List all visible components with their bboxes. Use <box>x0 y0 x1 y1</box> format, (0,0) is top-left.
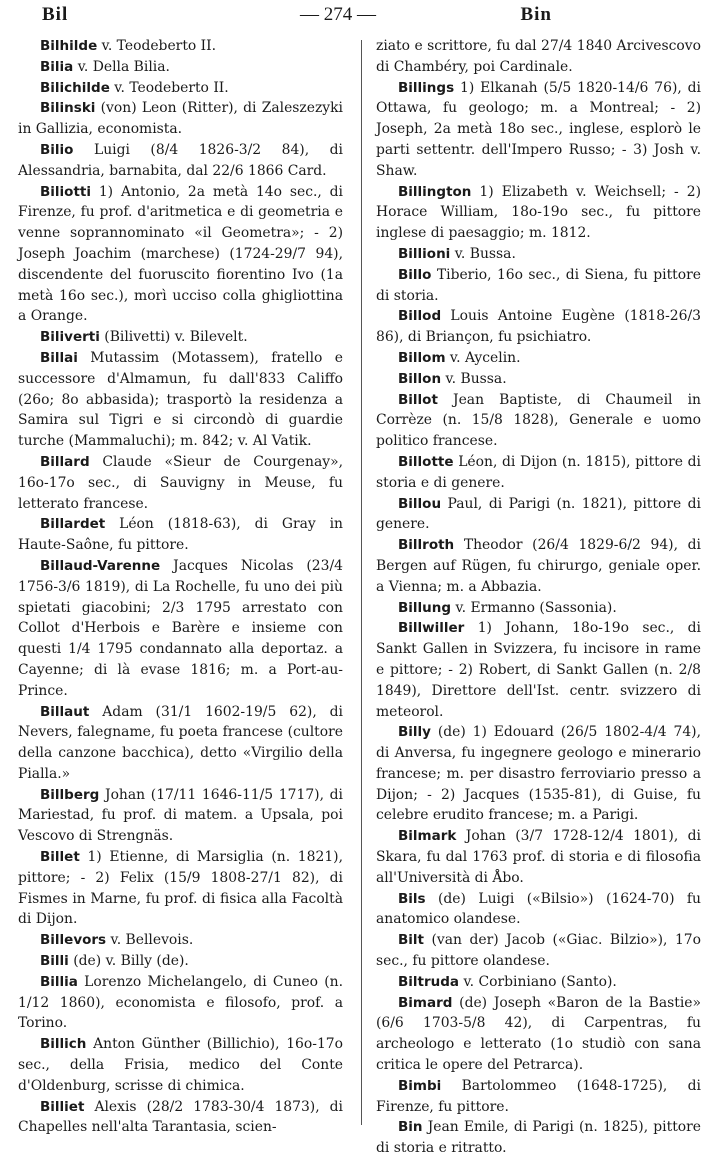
entry-headword: Billet <box>40 849 80 866</box>
entry-headword: Billon <box>398 370 442 387</box>
page-number: — 274 — <box>300 4 376 25</box>
entry-headword: Billaut <box>40 703 90 720</box>
dictionary-entry <box>18 1097 343 1139</box>
entry-headword: Billai <box>40 349 78 366</box>
header-right-guideword: Bin <box>520 4 552 25</box>
column-divider <box>361 40 362 1125</box>
dictionary-entry <box>376 244 701 265</box>
entry-text: Léon (1818-63), di Gray in Haute-Saône, fu pittore. <box>18 516 343 554</box>
entry-text: v. Della Bilia. <box>73 58 170 75</box>
entry-headword: Bilichilde <box>40 79 110 96</box>
entry-text: (de) Luigi («Bilsio») (1624-70) fu anatomico olandese. <box>376 890 701 928</box>
dictionary-entry <box>18 452 343 514</box>
page-header <box>0 0 718 30</box>
entry-text: Anton Günther (Billichio), 16o-17o sec., della Frisia, medico del Conte d'Oldenburg, scrisse di chimica. <box>18 1036 343 1094</box>
entry-text: (de) 1) Edouard (26/5 1802-4/4 74), di Anversa, fu ingegnere geologo e minerario francese; m. per disastro ferroviario presso a Dijon; - 2) Jacques (1535-81), di Guise, fu celebre erudito francese; m. a Parigi. <box>376 724 701 824</box>
entry-headword: Billardet <box>40 516 106 533</box>
dictionary-entry <box>18 847 343 930</box>
dictionary-entry <box>18 36 343 57</box>
entry-text: Theodor (26/4 1829-6/2 94), di Bergen auf Rügen, fu chirurgo, geniale oper. a Vienna; m. a Abbazia. <box>376 537 701 595</box>
dictionary-entry <box>376 1076 701 1118</box>
entry-headword: Bilhilde <box>40 38 98 54</box>
entry-headword: Bils <box>398 890 426 907</box>
left-column <box>18 36 343 1138</box>
entry-text: v. Bussa. <box>441 370 507 387</box>
entry-text: Tiberio, 16o sec., di Siena, fu pittore di storia. <box>376 266 701 304</box>
entry-headword: Billou <box>398 495 442 512</box>
dictionary-entry <box>376 535 701 597</box>
entry-headword: Billung <box>398 599 452 616</box>
dictionary-entry <box>18 514 343 556</box>
entry-headword: Biliotti <box>40 183 91 200</box>
entry-text: v. Bellevois. <box>106 932 194 949</box>
entry-headword: Billioni <box>398 245 451 262</box>
entry-text: (von) Leon (Ritter), di Zaleszezyki in Gallizia, economista. <box>18 100 343 138</box>
entry-headword: Billod <box>398 308 442 325</box>
entry-text: (van der) Jacob («Giac. Bilzio»), 17o sec., fu pittore olandese. <box>376 932 701 970</box>
entry-headword: Billo <box>398 266 432 283</box>
dictionary-entry <box>18 556 343 702</box>
right-column <box>376 36 701 1159</box>
dictionary-entry <box>18 348 343 452</box>
dictionary-entry <box>376 306 701 348</box>
entry-text: Claude «Sieur de Courgenay», 16o-17o sec., di Sauvigny in Meuse, fu letterato francese. <box>18 453 343 512</box>
header-left-guideword: Bil <box>42 4 69 25</box>
entry-text: Jacques Nicolas (23/4 1756-3/6 1819), di La Rochelle, fu uno dei più spietati giacobini; 2/3 1795 arrestato con Collot d'Herbois e Barère e insieme con questi 1/4 1795 condannato alla deportaz. a Cayenne; di là evase 1816; m. a Port-au-Prince. <box>18 557 343 699</box>
dictionary-entry <box>376 452 701 494</box>
entry-text: Bartolommeo (1648-1725), di Firenze, fu pittore. <box>376 1077 701 1115</box>
dictionary-entry <box>376 722 701 826</box>
dictionary-entry <box>376 494 701 536</box>
dictionary-entry <box>376 993 701 1076</box>
entry-headword: Billi <box>40 953 69 970</box>
dictionary-entry <box>376 889 701 931</box>
dictionary-entry <box>18 972 343 1034</box>
entry-text: v. Teodeberto II. <box>97 38 217 54</box>
dictionary-entry <box>18 702 343 785</box>
entry-text: Mutassim (Motassem), fratello e successore d'Almamun, fu dall'833 Califfo (26o; 8o abbasida); trasportò la residenza a Samira sul Tigri e si circondò di guardie turche (Mammaluchi); m. 842; v. Al Vatik. <box>18 349 343 450</box>
entry-text: Léon, di Dijon (n. 1815), pittore di storia e di genere. <box>376 453 701 491</box>
entry-headword: Bilia <box>40 58 74 75</box>
dictionary-entry <box>18 930 343 951</box>
entry-text: Johan (17/11 1646-11/5 1717), di Mariestad, fu prof. di matem. a Upsala, poi Vescovo di Strengnäs. <box>18 786 343 845</box>
dictionary-entry <box>376 390 701 452</box>
entry-headword: Bilio <box>40 141 74 158</box>
dictionary-entry <box>18 182 343 328</box>
entry-text: (de) Joseph «Baron de la Bastie» (6/6 1703-5/8 42), di Carpentras, fu archeologo e letterato (1o studiò con sana critica le opere del Petrarca). <box>376 994 701 1074</box>
dictionary-entry <box>18 327 343 348</box>
dictionary-entry <box>376 348 701 369</box>
entry-text: (Bilivetti) v. Bilevelt. <box>99 329 248 346</box>
entry-text: Johan (3/7 1728-12/4 1801), di Skara, fu dal 1763 prof. di storia e di filosofia all'Università di Åbo. <box>376 828 701 886</box>
entry-headword: Billiet <box>40 1098 85 1115</box>
entry-text: 1) Johann, 18o-19o sec., di Sankt Gallen in Svizzera, fu incisore in rame e pittore; - 2) Robert, di Sankt Gallen (n. 2/8 1849), Direttore dell'Ist. centr. svizzero di meteorol. <box>376 620 701 720</box>
entry-text: Adam (31/1 1602-19/5 62), di Nevers, falegname, fu poeta francese (cultore della canzone bacchica), detto «Virgilio della Pialla.» <box>18 703 343 782</box>
entry-text: Jean Emile, di Parigi (n. 1825), pittore di storia e ritratto. <box>376 1119 701 1157</box>
dictionary-entry <box>18 78 343 99</box>
dictionary-entry <box>376 972 701 993</box>
entry-headword: Bimard <box>398 994 453 1011</box>
entry-headword: Billot <box>398 391 438 408</box>
dictionary-entry <box>18 57 343 78</box>
entry-headword: Biltruda <box>398 973 460 990</box>
entry-text: (de) v. Billy (de). <box>68 953 189 970</box>
entry-headword: Billevors <box>40 932 107 949</box>
dictionary-entry <box>18 140 343 182</box>
dictionary-entry <box>376 36 701 78</box>
entry-headword: Biliverti <box>40 329 100 346</box>
entry-text: ziato e scrittore, fu dal 27/4 1840 Arcivescovo di Chambéry, poi Cardinale. <box>376 38 701 75</box>
entry-text: v. Bussa. <box>450 245 516 262</box>
entry-headword: Billard <box>40 453 90 470</box>
entry-text: 1) Etienne, di Marsiglia (n. 1821), pittore; - 2) Felix (15/9 1808-27/1 82), di Fismes in Marne, fu prof. di fisica alla Facoltà di Dijon. <box>18 849 343 928</box>
dictionary-entry <box>376 930 701 972</box>
dictionary-entry <box>376 618 701 722</box>
dictionary-entry <box>376 598 701 619</box>
entry-headword: Billich <box>40 1036 87 1053</box>
entry-headword: Billom <box>398 349 446 366</box>
entry-headword: Billaud-Varenne <box>40 557 161 574</box>
entry-headword: Bilmark <box>398 828 457 845</box>
dictionary-entry <box>18 1034 343 1096</box>
dictionary-entry <box>376 1117 701 1159</box>
entry-text: v. Teodeberto II. <box>109 79 229 96</box>
entry-text: v. Corbiniano (Santo). <box>459 973 617 990</box>
entry-text: Lorenzo Michelangelo, di Cuneo (n. 1/12 1860), economista e filosofo, prof. a Torino. <box>18 973 343 1032</box>
dictionary-entry <box>18 98 343 140</box>
dictionary-entry <box>376 265 701 307</box>
dictionary-entry <box>376 78 701 182</box>
entry-text: Jean Baptiste, di Chaumeil in Corrèze (n. 15/8 1828), Generale e uomo politico francese. <box>376 391 701 450</box>
entry-text: Louis Antoine Eugène (1818-26/3 86), di Briançon, fu psichiatro. <box>376 308 701 346</box>
entry-headword: Billia <box>40 973 78 990</box>
entry-headword: Billington <box>398 183 472 200</box>
dictionary-entry <box>376 369 701 390</box>
entry-text: 1) Antonio, 2a metà 14o sec., di Firenze, fu prof. d'aritmetica e di geometria e venne soprannominato «il Geometra»; - 2) Joseph Joachim (marchese) (1724-29/7 94), discendente del fuoruscito fiorentino Ivo (1a metà 16o sec.), morì ucciso colla ghigliottina a Orange. <box>18 183 343 325</box>
entry-headword: Billwiller <box>398 620 465 637</box>
entry-text: 1) Elkanah (5/5 1820-14/6 76), di Ottawa, fu geologo; m. a Montreal; - 2) Joseph, 2a metà 18o sec., inglese, esplorò le parti settentr. dell'Impero Russo; - 3) Josh v. Shaw. <box>376 79 701 179</box>
entry-headword: Billy <box>398 724 431 741</box>
entry-headword: Billroth <box>398 537 455 554</box>
entry-text: Alexis (28/2 1783-30/4 1873), di Chapelles nell'alta Tarantasia, scien- <box>18 1098 343 1136</box>
dictionary-entry <box>18 785 343 847</box>
dictionary-entry <box>376 182 701 244</box>
entry-headword: Bin <box>398 1119 423 1136</box>
entry-headword: Billberg <box>40 786 100 803</box>
entry-headword: Billings <box>398 79 455 96</box>
entry-headword: Billotte <box>398 453 454 470</box>
entry-text: Luigi (8/4 1826-3/2 84), di Alessandria, barnabita, dal 22/6 1866 Card. <box>18 141 343 179</box>
dictionary-entry <box>18 951 343 972</box>
entry-headword: Bilinski <box>40 100 96 117</box>
entry-text: v. Ermanno (Sassonia). <box>451 599 617 616</box>
entry-headword: Bilt <box>398 932 424 949</box>
entry-text: 1) Elizabeth v. Weichsell; - 2) Horace William, 18o-19o sec., fu pittore inglese di paesaggio; m. 1812. <box>376 183 701 242</box>
entry-text: v. Aycelin. <box>445 349 521 366</box>
entry-headword: Bimbi <box>398 1077 442 1094</box>
dictionary-entry <box>376 826 701 888</box>
entry-text: Paul, di Parigi (n. 1821), pittore di genere. <box>376 495 701 533</box>
